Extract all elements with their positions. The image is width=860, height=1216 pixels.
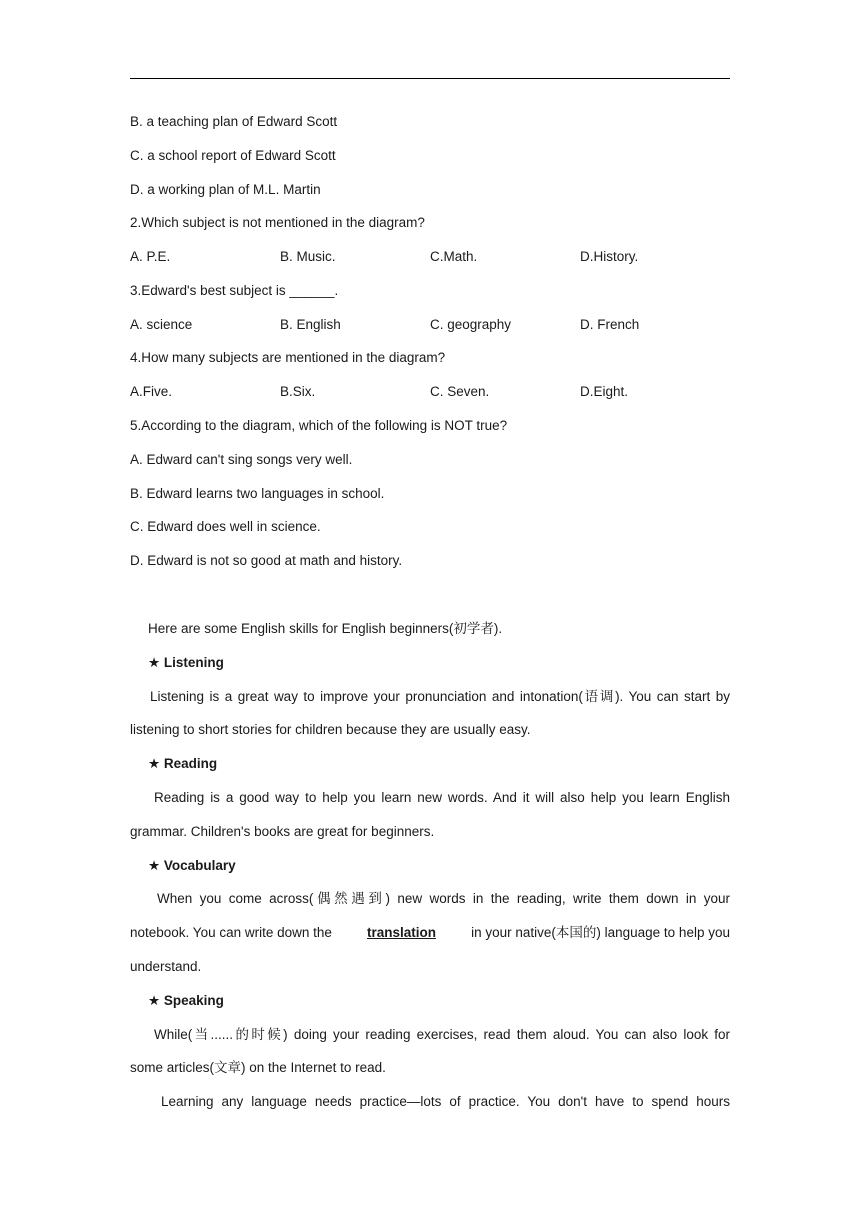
q3-option-b: B. English bbox=[280, 317, 341, 332]
q1-option-c: C. a school report of Edward Scott bbox=[130, 148, 336, 163]
q4-question: 4.How many subjects are mentioned in the diagram? bbox=[130, 350, 446, 365]
q5-question: 5.According to the diagram, which of the following is NOT true? bbox=[130, 418, 508, 433]
reading-line-2: grammar. Children's books are great for beginners. bbox=[130, 824, 435, 839]
q1-option-d: D. a working plan of M.L. Martin bbox=[130, 182, 321, 197]
speaking-heading: ★ Speaking bbox=[148, 993, 224, 1008]
vocabulary-line-2-end: in your native(本国的) language to help you bbox=[471, 925, 730, 940]
q2-options bbox=[130, 248, 730, 266]
q2-option-d: D.History. bbox=[580, 249, 639, 264]
q3-option-a: A. science bbox=[130, 317, 193, 332]
listening-line-2: listening to short stories for children because they are usually easy. bbox=[130, 722, 531, 737]
q2-question: 2.Which subject is not mentioned in the diagram? bbox=[130, 215, 425, 230]
speaking-line-1: While(当......的时候) doing your reading exercises, read them aloud. You can also look for bbox=[154, 1027, 730, 1042]
vocabulary-heading: ★ Vocabulary bbox=[148, 858, 236, 873]
q3-option-c: C. geography bbox=[430, 317, 512, 332]
vocabulary-line-1: When you come across(偶然遇到) new words in the reading, write them down in your bbox=[157, 891, 730, 906]
vocabulary-line-2-start: notebook. You can write down the bbox=[130, 925, 332, 940]
closing-line-1: Learning any language needs practice—lots of practice. You don't have to spend hours bbox=[161, 1094, 730, 1109]
speaking-line-2: some articles(文章) on the Internet to read. bbox=[130, 1060, 386, 1075]
q5-option-a: A. Edward can't sing songs very well. bbox=[130, 452, 353, 467]
listening-heading: ★ Listening bbox=[148, 655, 224, 670]
reading-line-1: Reading is a good way to help you learn new words. And it will also help you learn English bbox=[154, 790, 730, 805]
passage-intro: Here are some English skills for English beginners(初学者). bbox=[148, 621, 503, 636]
q4-option-a: A.Five. bbox=[130, 384, 173, 399]
q5-option-c: C. Edward does well in science. bbox=[130, 519, 321, 534]
q2-option-c: C.Math. bbox=[430, 249, 478, 264]
vocabulary-line-2 bbox=[130, 924, 730, 942]
header-rule bbox=[130, 78, 730, 79]
q4-option-d: D.Eight. bbox=[580, 384, 629, 399]
vocabulary-line-3: understand. bbox=[130, 959, 202, 974]
q4-options bbox=[130, 383, 730, 401]
q5-option-b: B. Edward learns two languages in school. bbox=[130, 486, 385, 501]
q5-option-d: D. Edward is not so good at math and history. bbox=[130, 553, 403, 568]
q3-option-d: D. French bbox=[580, 317, 640, 332]
q3-question: 3.Edward's best subject is ______. bbox=[130, 283, 339, 298]
listening-line-1: Listening is a great way to improve your pronunciation and intonation(语调). You can start by bbox=[150, 689, 730, 704]
q2-option-b: B. Music. bbox=[280, 249, 336, 264]
q4-option-c: C. Seven. bbox=[430, 384, 490, 399]
translation-underlined-word: translation bbox=[366, 925, 436, 940]
q4-option-b: B.Six. bbox=[280, 384, 316, 399]
reading-heading: ★ Reading bbox=[148, 756, 218, 771]
q1-option-b: B. a teaching plan of Edward Scott bbox=[130, 114, 338, 129]
q2-option-a: A. P.E. bbox=[130, 249, 171, 264]
q3-options bbox=[130, 316, 730, 334]
